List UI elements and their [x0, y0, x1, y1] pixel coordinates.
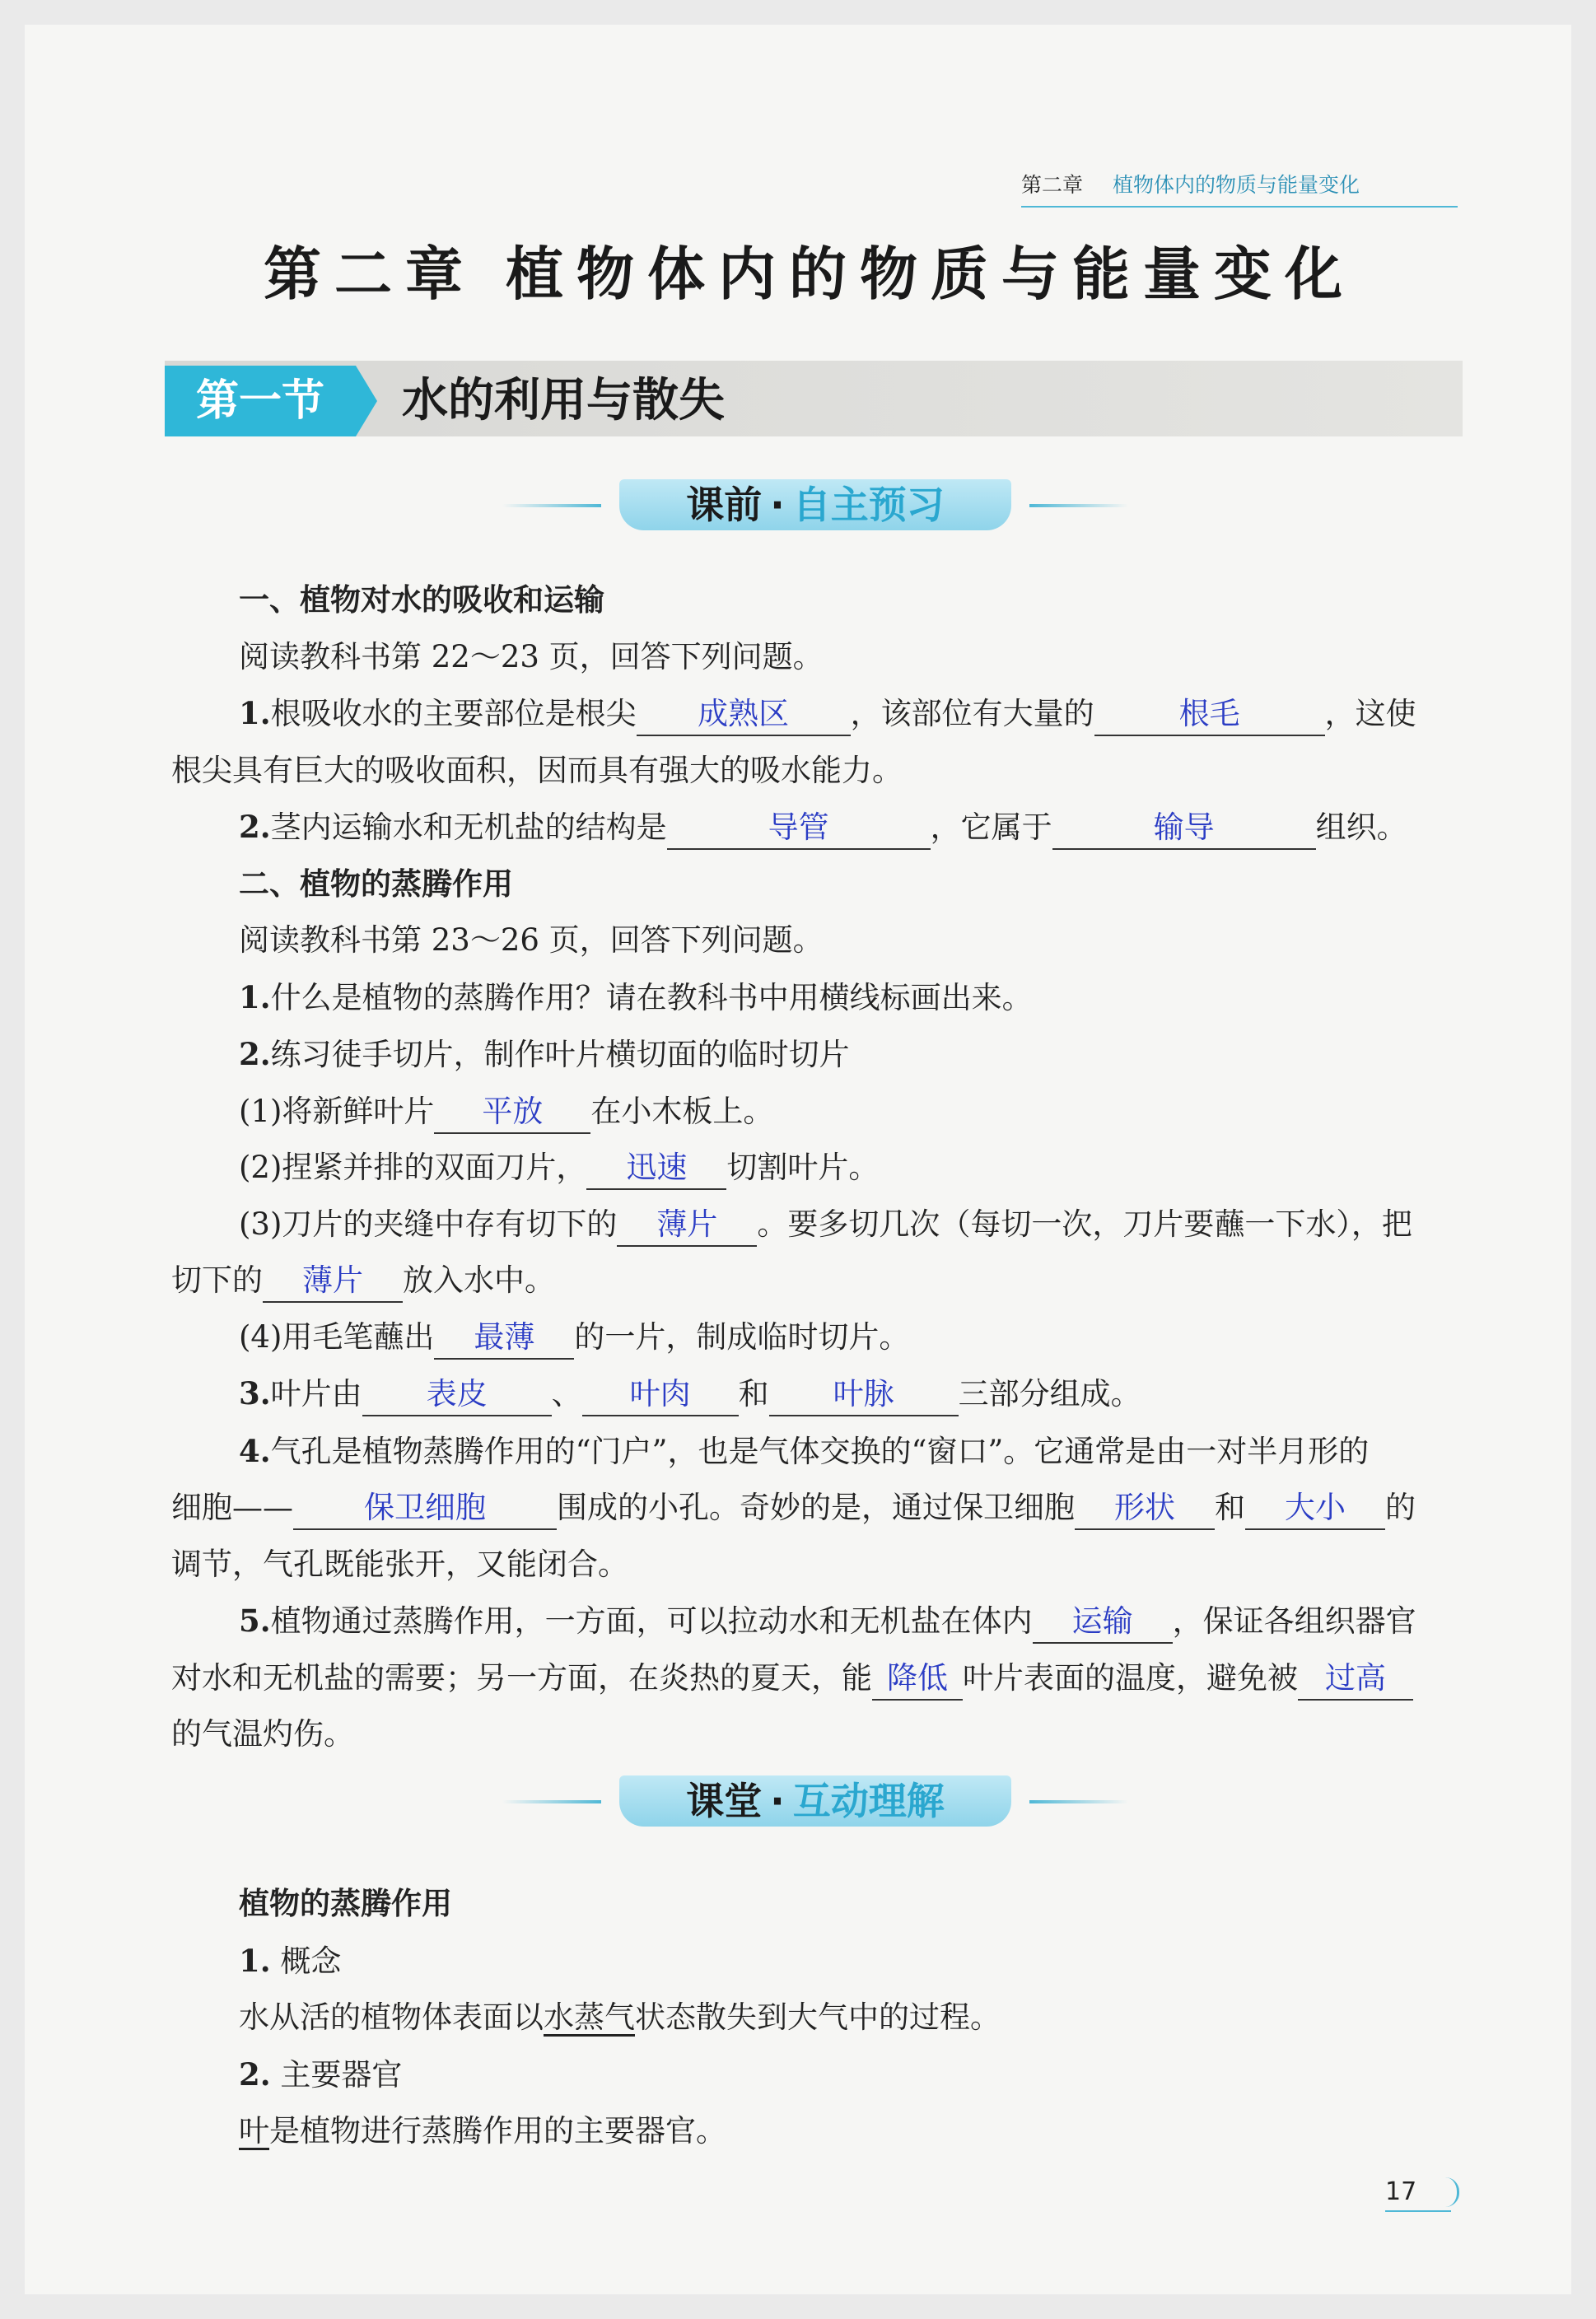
answer-blank: 迅速	[586, 1147, 726, 1190]
answer-blank: 运输	[1033, 1601, 1173, 1644]
question-1-1-cont: 根尖具有巨大的吸收面积，因而具有强大的吸水能力。	[171, 752, 903, 788]
answer-blank: 最薄	[434, 1317, 574, 1360]
banner-classroom	[502, 1769, 1128, 1835]
answer-blank: 大小	[1245, 1487, 1385, 1530]
section-tag: 第一节	[165, 366, 356, 436]
banner-line-left	[502, 504, 601, 507]
question-1-1: 1.根吸收水的主要部位是根尖 成熟区 ，该部位有大量的 根毛 ，这使	[171, 685, 1464, 743]
underlined-term: 叶	[239, 2113, 269, 2149]
answer-blank: 根毛	[1094, 693, 1325, 736]
question-1-2: 2.茎内运输水和无机盐的结构是 导管 ，它属于 输导 组织。	[171, 799, 1464, 856]
answer-blank: 输导	[1052, 807, 1316, 850]
step-3: (3)刀片的夹缝中存有切下的 薄片 。要多切几次（每切一次，刀片要蘸一下水），把	[171, 1197, 1464, 1253]
answer-blank: 平放	[434, 1091, 590, 1134]
step-1: (1)将新鲜叶片 平放 在小木板上。	[171, 1084, 1464, 1141]
question-2-5-cont: 对水和无机盐的需要；另一方面，在炎热的夏天，能 降低 叶片表面的温度，避免被 过高	[171, 1650, 1464, 1707]
part2-intro: 阅读教科书第 23～26 页，回答下列问题。	[239, 922, 824, 958]
answer-blank: 叶脉	[769, 1374, 959, 1416]
chapter-label: 第二章	[264, 240, 476, 308]
question-2-4-cont2: 调节，气孔既能张开，又能闭合。	[171, 1546, 628, 1582]
banner-separator: ·	[770, 1779, 785, 1823]
answer-blank: 导管	[667, 807, 931, 850]
question-2-1: 1.什么是植物的蒸腾作用？请在教科书中用横线标画出来。	[239, 978, 1033, 1015]
step-4: (4)用毛笔蘸出 最薄 的一片，制成临时切片。	[171, 1309, 1464, 1366]
running-head-chapter: 第二章	[1021, 173, 1084, 197]
answer-blank: 过高	[1298, 1658, 1413, 1701]
concept-text: 水从活的植物体表面以水蒸气状态散失到大气中的过程。	[239, 1999, 1001, 2035]
banner-label-b: 互动理解	[792, 1779, 945, 1823]
banner-preview	[502, 473, 1128, 539]
banner-line-right	[1029, 1800, 1128, 1803]
answer-blank: 成熟区	[637, 693, 851, 736]
banner-separator: ·	[770, 483, 785, 527]
banner-line-right	[1029, 504, 1128, 507]
section-title: 水的利用与散失	[402, 374, 725, 427]
running-head	[1021, 165, 1458, 208]
banner-box	[619, 1775, 1011, 1827]
answer-blank: 保卫细胞	[293, 1487, 557, 1530]
question-2-4: 4.气孔是植物蒸腾作用的“门户”，也是气体交换的“窗口”。它通常是由一对半月形的	[239, 1432, 1370, 1469]
running-head-title: 植物体内的物质与能量变化	[1112, 173, 1360, 197]
part1-intro: 阅读教科书第 22～23 页，回答下列问题。	[239, 638, 824, 674]
item-2: 2. 主要器官	[239, 2055, 403, 2093]
step-3-cont: 切下的 薄片 放入水中。	[171, 1253, 1464, 1309]
banner-label-a: 课前	[686, 483, 763, 527]
chapter-title	[264, 237, 1392, 311]
question-2-3: 3.叶片由 表皮 、 叶肉 和 叶脉 三部分组成。	[171, 1365, 1464, 1423]
answer-blank: 薄片	[617, 1204, 757, 1247]
organ-text: 叶是植物进行蒸腾作用的主要器官。	[239, 2113, 726, 2149]
part2-heading: 二、植物的蒸腾作用	[239, 866, 513, 902]
section-header	[165, 361, 1463, 436]
underlined-term: 水蒸气	[544, 1999, 635, 2035]
banner-label-a: 课堂	[686, 1779, 763, 1823]
banner-label-b: 自主预习	[792, 483, 945, 527]
banner-line-left	[502, 1800, 601, 1803]
question-2-5-cont2: 的气温灼伤。	[171, 1716, 354, 1752]
answer-blank: 形状	[1075, 1487, 1215, 1530]
page	[25, 25, 1571, 2294]
question-2-4-cont: 细胞—— 保卫细胞 围成的小孔。奇妙的是，通过保卫细胞 形状 和 大小 的	[171, 1480, 1464, 1537]
question-2-2: 2.练习徒手切片，制作叶片横切面的临时切片	[239, 1036, 850, 1072]
classroom-content	[171, 1876, 1464, 2160]
part1-heading: 一、植物对水的吸收和运输	[239, 582, 604, 618]
part3-heading: 植物的蒸腾作用	[239, 1886, 452, 1921]
answer-blank: 表皮	[362, 1374, 552, 1416]
answer-blank: 叶肉	[582, 1374, 739, 1416]
answer-blank: 薄片	[263, 1260, 403, 1303]
banner-box	[619, 479, 1011, 530]
item-1: 1. 概念	[239, 1942, 342, 1979]
page-number: 17	[1385, 2174, 1451, 2212]
preview-content	[171, 572, 1464, 1763]
step-2: (2)捏紧并排的双面刀片， 迅速 切割叶片。	[171, 1140, 1464, 1197]
chapter-title-text: 植物体内的物质与能量变化	[506, 240, 1356, 308]
question-2-5: 5.植物通过蒸腾作用，一方面，可以拉动水和无机盐在体内 运输 ，保证各组织器官	[171, 1593, 1464, 1650]
answer-blank: 降低	[872, 1658, 963, 1701]
